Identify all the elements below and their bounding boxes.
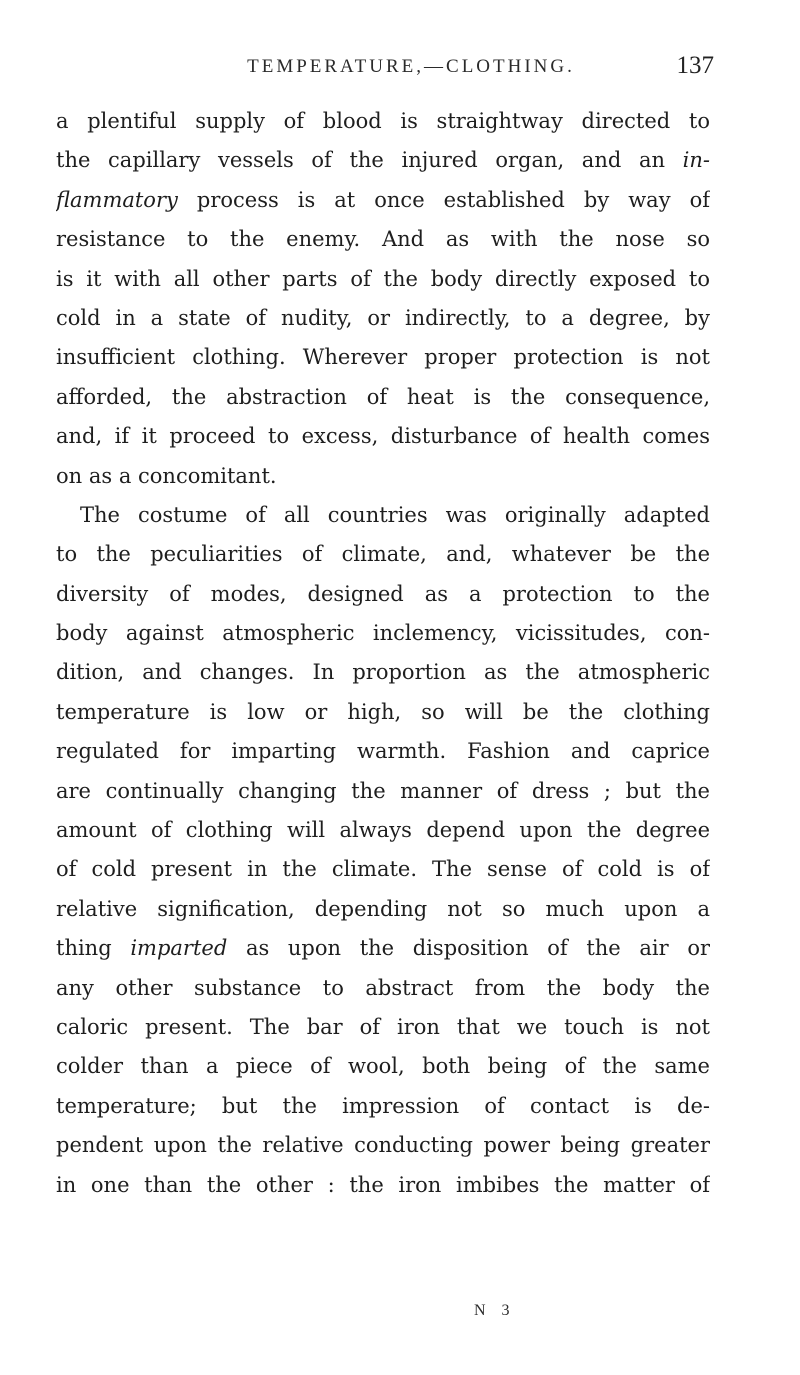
italic-term: flammatory (56, 187, 178, 212)
italic-term: imparted (130, 936, 228, 961)
text-line: temperature is low or high, so will be the clothing (56, 699, 710, 724)
text-line: afforded, the abstraction of heat is the consequence, (56, 384, 710, 409)
text-span: thing (56, 936, 112, 961)
text-line: cold in a state of nudity, or indirectly, to a degree, by (56, 305, 710, 330)
text-line: pendent upon the relative conducting power being greater (56, 1133, 710, 1158)
text-line (56, 141, 710, 180)
text-line: temperature; but the impression of contact is de- (56, 1093, 710, 1118)
running-head: TEMPERATURE,—CLOTHING. (247, 56, 575, 77)
text-line: dition, and changes. In proportion as the atmospheric (56, 660, 710, 685)
text-line: diversity of modes, designed as a protection to the (56, 581, 710, 606)
signature-mark: N 3 (474, 1302, 516, 1319)
page-number: 137 (676, 52, 714, 79)
text-line: amount of clothing will always depend upon the degree (56, 818, 710, 843)
text-line: to the peculiarities of climate, and, whatever be the (56, 542, 710, 567)
text-line: is it with all other parts of the body directly exposed to (56, 266, 710, 291)
text-line: insufficient clothing. Wherever proper protection is not (56, 345, 710, 370)
text-line (56, 181, 710, 220)
text-line: colder than a piece of wool, both being of the same (56, 1054, 710, 1079)
text-line: any other substance to abstract from the body the (56, 975, 710, 1000)
text-line: regulated for imparting warmth. Fashion and caprice (56, 739, 710, 764)
italic-term: in- (682, 148, 710, 173)
text-line: caloric present. The bar of iron that we touch is not (56, 1014, 710, 1039)
text-line: a plentiful supply of blood is straightway directed to (56, 109, 710, 133)
text-line: of cold present in the climate. The sense of cold is of (56, 857, 710, 882)
text-line: The costume of all countries was originally adapted (80, 502, 710, 527)
text-line: are continually changing the manner of dress ; but the (56, 778, 710, 803)
text-span: as upon the disposition of the air or (245, 936, 710, 961)
body-text (56, 102, 710, 1205)
text-line: in one than the other : the iron imbibes the matter of (56, 1172, 710, 1197)
text-span: the capillary vessels of the injured organ, and an (56, 148, 665, 173)
text-line: body against atmospheric inclemency, vicissitudes, con- (56, 621, 710, 646)
text-line: and, if it proceed to excess, disturbance of health comes (56, 424, 710, 449)
text-line: on as a concomitant. (56, 463, 277, 488)
text-line: relative signification, depending not so much upon a (56, 896, 710, 921)
text-line: resistance to the enemy. And as with the nose so (56, 227, 710, 252)
text-span: process is at once established by way of (196, 187, 710, 212)
text-line (56, 929, 710, 968)
